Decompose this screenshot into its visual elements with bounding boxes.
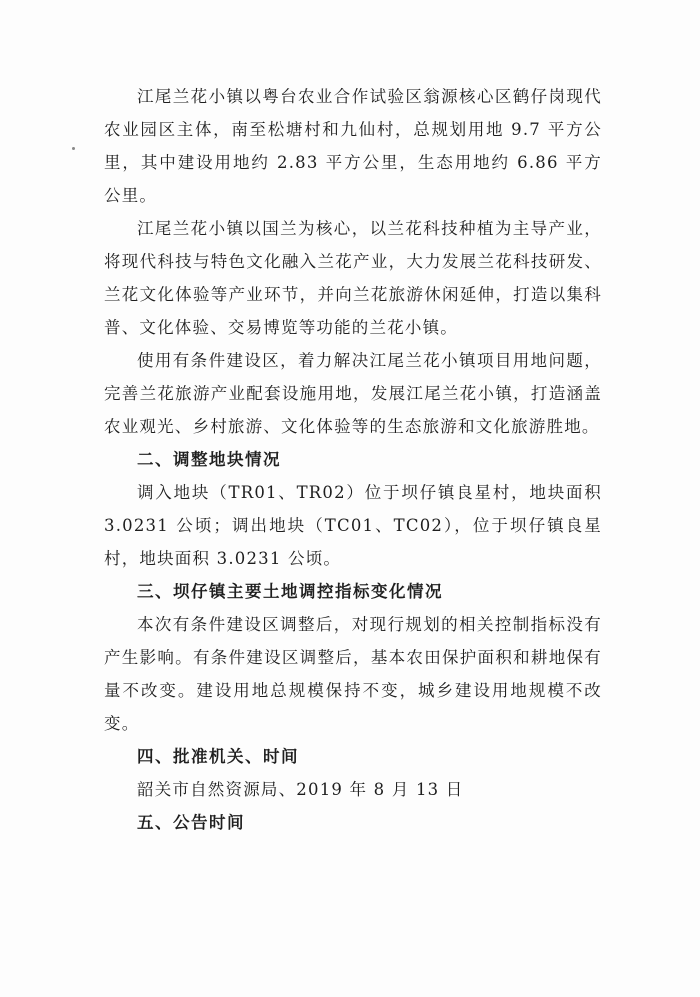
paragraph-approval-authority-date: 韶关市自然资源局、2019 年 8 月 13 日 (137, 780, 464, 799)
section-heading-announcement-time: 五、公告时间 (137, 813, 245, 832)
scan-speck (72, 147, 75, 150)
paragraph-land-use-purpose: 使用有条件建设区，着力解决江尾兰花小镇项目用地问题，完善兰花旅游产业配套设施用地，发展江尾兰花小镇，打造涵盖农业观光、乡村旅游、文化体验等的生态旅游和文化旅游胜地。 (104, 351, 602, 436)
paragraph-industry-focus: 江尾兰花小镇以国兰为核心，以兰花科技种植为主导产业，将现代科技与特色文化融入兰花产业，大力发展兰花科技研发、兰花文化体验等产业环节，并向兰花旅游休闲延伸，打造以集科普、文化体验、交易博览等功能的兰花小镇。 (104, 219, 602, 337)
section-heading-control-indicators: 三、坝仔镇主要土地调控指标变化情况 (137, 582, 443, 601)
paragraph-project-scope: 江尾兰花小镇以粤台农业合作试验区翁源核心区鹤仔岗现代农业园区主体，南至松塘村和九仙村，总规划用地 9.7 平方公里，其中建设用地约 2.83 平方公里，生态用地约 6.86 平方公里。 (104, 87, 602, 205)
section-heading-approval: 四、批准机关、时间 (137, 747, 299, 766)
section-heading-parcel-adjustment: 二、调整地块情况 (137, 450, 281, 469)
document-body (104, 80, 602, 839)
paragraph-parcel-details: 调入地块（TR01、TR02）位于坝仔镇良星村，地块面积 3.0231 公顷；调出地块（TC01、TC02），位于坝仔镇良星村，地块面积 3.0231 公顷。 (104, 483, 602, 568)
paragraph-indicator-changes: 本次有条件建设区调整后，对现行规划的相关控制指标没有产生影响。有条件建设区调整后，基本农田保护面积和耕地保有量不改变。建设用地总规模保持不变，城乡建设用地规模不改变。 (104, 615, 602, 733)
